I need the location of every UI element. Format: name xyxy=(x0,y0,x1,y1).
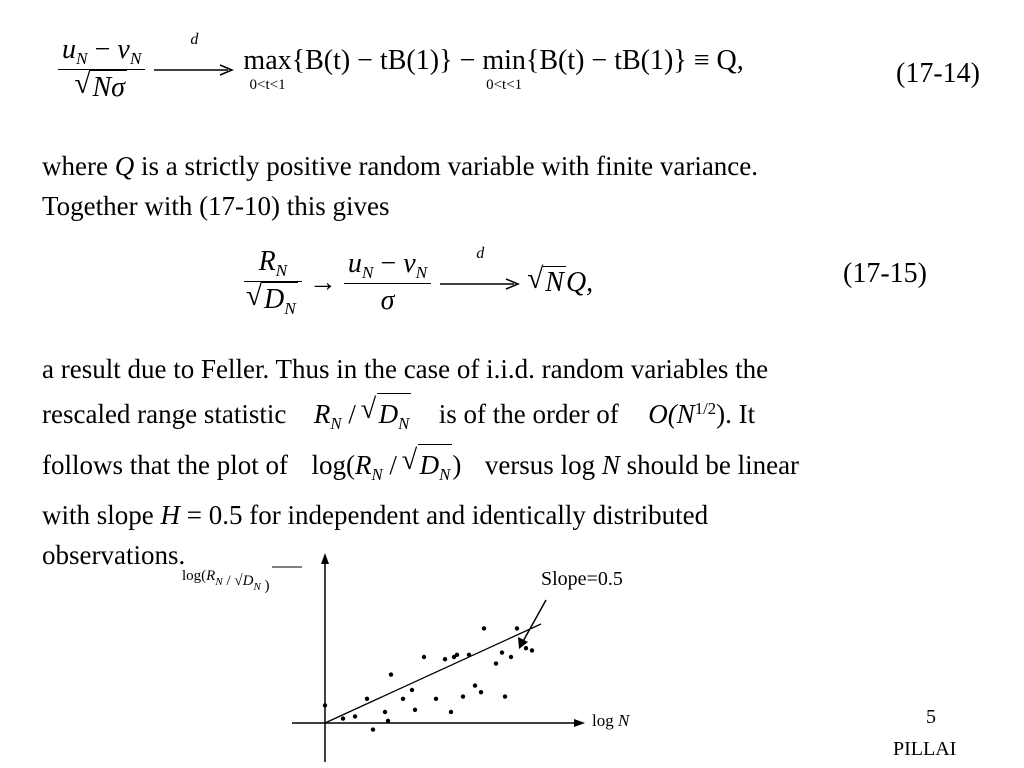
long-arrow-icon xyxy=(438,277,522,291)
data-point xyxy=(452,655,456,659)
data-point xyxy=(422,655,426,659)
max-operator: max 0<t<1 xyxy=(243,45,292,94)
data-point xyxy=(401,697,405,701)
annotation-arrowhead xyxy=(518,637,528,649)
data-point xyxy=(500,650,504,654)
data-point xyxy=(473,683,477,687)
equation-17-15: $R_N$ √ $D_N$ → $\frac{u_N - v_N}{\sigma}$ d √ NQ, xyxy=(244,246,593,320)
data-point xyxy=(323,703,327,707)
data-point xyxy=(386,719,390,723)
fit-line xyxy=(325,624,541,723)
equation-number-17-14: (17-14) xyxy=(896,58,980,89)
data-point xyxy=(449,710,453,714)
equation-17-14: $u_N - v_N$ √ Nσ d max 0<t<1 {B(t) − tB(1)} − min 0<t<1 {B(t) − tB(1)} ≡ Q, xyxy=(58,34,744,105)
data-point xyxy=(410,688,414,692)
converges-in-distribution-arrow: d xyxy=(438,267,522,299)
footer-author: PILLAI xyxy=(893,738,957,760)
slope-annotation: Slope=0.5 xyxy=(541,568,623,590)
data-point xyxy=(524,646,528,650)
sqrt-symbol: √ Nσ xyxy=(76,70,127,105)
x-axis-label: log N xyxy=(592,711,630,730)
data-point xyxy=(455,653,459,657)
min-operator: min 0<t<1 xyxy=(482,45,526,94)
data-point xyxy=(353,714,357,718)
data-point xyxy=(413,708,417,712)
eq15-left-fraction: $R_N$ √ $D_N$ xyxy=(244,246,302,320)
inline-rs-statistic: $R_N$ / √ $D_N$ xyxy=(314,399,411,429)
data-point xyxy=(383,710,387,714)
data-point xyxy=(461,694,465,698)
data-point xyxy=(530,648,534,652)
x-axis-arrowhead xyxy=(574,719,585,727)
data-point xyxy=(467,653,471,657)
data-point xyxy=(509,655,513,659)
data-point xyxy=(389,672,393,676)
inline-big-o: $O(N^{1/2})$. xyxy=(648,399,732,430)
data-point xyxy=(341,716,345,720)
eq14-fraction: $u_N - v_N$ √ Nσ xyxy=(58,34,145,105)
inline-log-rs: $\log(R_N$ / √ $D_N$) xyxy=(311,450,461,480)
long-arrow-icon xyxy=(152,63,236,77)
data-point xyxy=(482,626,486,630)
paragraph-feller-result: a result due to Feller. Thus in the case of i.i.d. random variables the rescaled range statistic $R_N$ / √ $D_N$ is of the order of $O(N^{1/2})$. It follows that the plot of $\log(R_N$ / √ $D_N$) versus log N should be linear with slope H = 0.5 for independent and identically distributed observations. xyxy=(42,349,799,575)
data-point xyxy=(479,690,483,694)
data-point xyxy=(365,697,369,701)
data-point xyxy=(515,626,519,630)
paragraph-where-q: where Q is a strictly positive random variable with finite variance. Together with (17-10) this gives xyxy=(42,151,759,221)
data-point xyxy=(371,727,375,731)
data-point xyxy=(503,694,507,698)
data-point xyxy=(443,657,447,661)
data-point xyxy=(434,697,438,701)
data-point xyxy=(494,661,498,665)
page-number: 5 xyxy=(926,706,936,728)
equation-number-17-15: (17-15) xyxy=(843,258,927,289)
y-axis-label: $\log(R_N / √D_N$ ) xyxy=(182,568,270,594)
eq15-right-fraction: $\frac{u_N - v_N}{\sigma}$ xyxy=(344,248,431,318)
converges-in-distribution-arrow: d xyxy=(152,53,236,85)
annotation-pointer xyxy=(521,600,546,645)
